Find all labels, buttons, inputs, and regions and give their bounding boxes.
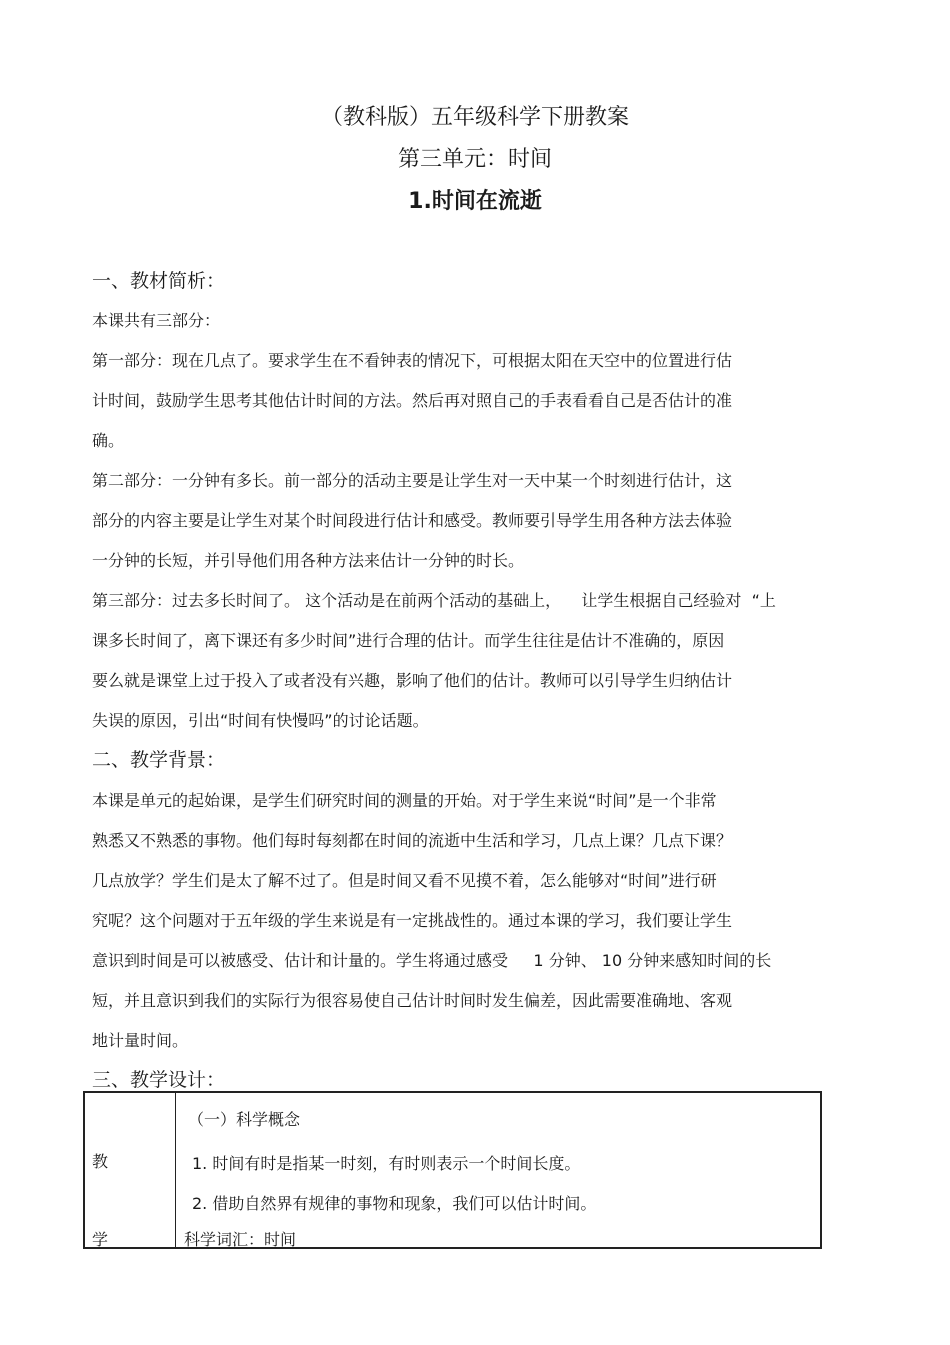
paragraph-line: 熟悉又不熟悉的事物。他们每时每刻都在时间的流逝中生活和学习，几点上课？几点下课？: [92, 831, 733, 850]
teaching-design-table: [83, 1091, 822, 1249]
paragraph-line: 几点放学？学生们是太了解不过了。但是时间又看不见摸不着，怎么能够对“时间”进行研: [92, 871, 717, 890]
section-heading-analysis: 一、教材简析：: [92, 270, 226, 292]
concept-title: （一）科学概念: [188, 1110, 301, 1129]
label-char-learn: 学: [92, 1230, 109, 1249]
label-char-teach: 教: [92, 1152, 109, 1171]
paragraph-line: 意识到时间是可以被感受、估计和计量的。学生将通过感受 1 分钟、 10 分钟来感知时间的长: [92, 951, 772, 970]
paragraph-line: 地计量时间。: [92, 1031, 189, 1050]
paragraph-line: 短，并且意识到我们的实际行为很容易使自己估计时间时发生偏差，因此需要准确地、客观: [92, 991, 733, 1010]
paragraph-line: 究呢？这个问题对于五年级的学生来说是有一定挑战性的。通过本课的学习，我们要让学生: [92, 911, 733, 930]
paragraph-line: 第三部分：过去多长时间了。 这个活动是在前两个活动的基础上， 让学生根据自己经验对 “上: [92, 591, 776, 610]
paragraph-line: 一分钟的长短，并引导他们用各种方法来估计一分钟的时长。: [92, 551, 525, 570]
paragraph-line: 计时间，鼓励学生思考其他估计时间的方法。然后再对照自己的手表看看自己是否估计的准: [92, 391, 733, 410]
section-heading-design: 三、教学设计：: [92, 1069, 226, 1091]
paragraph-line: 课多长时间了，离下课还有多少时间”进行合理的估计。而学生往往是估计不准确的，原因: [92, 631, 725, 650]
paragraph-line: 本课共有三部分：: [92, 311, 221, 330]
paragraph-line: 部分的内容主要是让学生对某个时间段进行估计和感受。教师要引导学生用各种方法去体验: [92, 511, 733, 530]
paragraph-line: 失误的原因，引出“时间有快慢吗”的讨论话题。: [92, 711, 429, 730]
lesson-title: 1.时间在流逝: [408, 189, 542, 214]
paragraph-line: 要么就是课堂上过于投入了或者没有兴趣，影响了他们的估计。教师可以引导学生归纳估计: [92, 671, 733, 690]
table-label-cell: [84, 1092, 176, 1248]
paragraph-line: 确。: [92, 431, 125, 450]
concept-item-2: 2. 借助自然界有规律的事物和现象，我们可以估计时间。: [192, 1194, 597, 1213]
vocab-line: 科学词汇：时间: [184, 1230, 297, 1249]
document-title: （教科版）五年级科学下册教案: [320, 105, 629, 130]
table-content-cell: [176, 1092, 822, 1248]
concept-item-1: 1. 时间有时是指某一时刻，有时则表示一个时间长度。: [192, 1154, 581, 1173]
paragraph-line: 本课是单元的起始课，是学生们研究时间的测量的开始。对于学生来说“时间”是一个非常: [92, 791, 717, 810]
section-heading-background: 二、教学背景：: [92, 749, 226, 771]
unit-title: 第三单元：时间: [397, 147, 552, 172]
paragraph-line: 第二部分：一分钟有多长。前一部分的活动主要是让学生对一天中某一个时刻进行估计，这: [92, 471, 733, 490]
paragraph-line: 第一部分：现在几点了。要求学生在不看钟表的情况下，可根据太阳在天空中的位置进行估: [92, 351, 733, 370]
